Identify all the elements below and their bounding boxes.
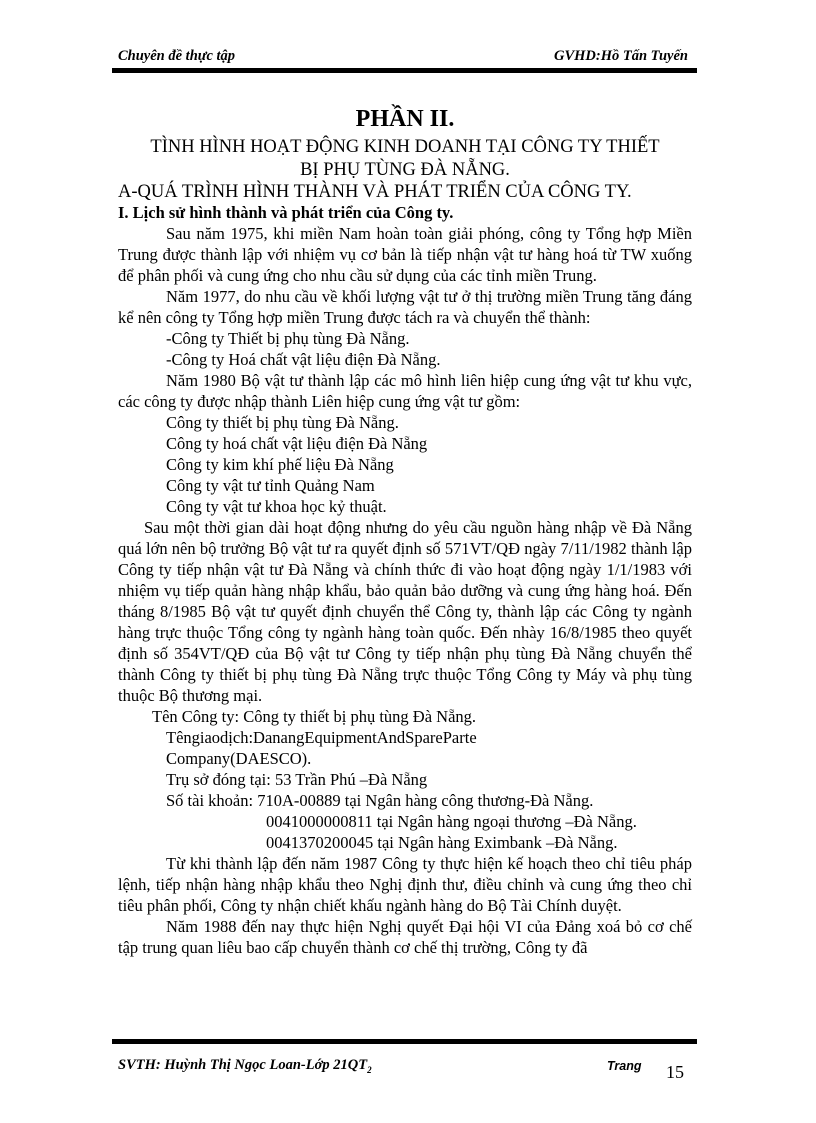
paragraph-2: Năm 1977, do nhu cầu về khối lượng vật tư ở thị trường miền Trung tăng đáng kể nên công ty Tổng hợp miền Trung được tách ra và chuyển thể thành:	[118, 287, 692, 327]
paragraph-5: Từ khi thành lập đến năm 1987 Công ty thực hiện kế hoạch theo chỉ tiêu pháp lệnh, tiếp nhận hàng nhập khẩu theo Nghị định thư, điều chỉnh và cung ứng theo chỉ tiêu phân phối, Công ty nhận chiết khấu ngành hàng do Bộ Tài Chính duyệt.	[118, 854, 692, 915]
header-topic: Chuyên đề thực tập	[118, 48, 236, 64]
part-title: PHẦN II.	[355, 106, 455, 132]
list-item: Công ty vật tư tỉnh Quảng Nam	[166, 476, 375, 495]
paragraph-6: Năm 1988 đến nay thực hiện Nghị quyết Đại hội VI của Đảng xoá bỏ cơ chế tập trung quan liêu bao cấp chuyển thành cơ chế thị trường, Công ty đã	[118, 917, 692, 957]
subsection-heading-1: I. Lịch sử hình thành và phát triển của Công ty.	[118, 203, 454, 222]
company-trade-name-cont: Company(DAESCO).	[166, 749, 312, 768]
company-trade-name: Têngiaodịch:DanangEquipmentAndSpareParte	[166, 728, 477, 747]
page-number: 15	[666, 1062, 684, 1082]
chapter-title-line-1: TÌNH HÌNH HOẠT ĐỘNG KINH DOANH TẠI CÔNG TY THIẾT	[150, 137, 660, 157]
section-heading-a: A-QUÁ TRÌNH HÌNH THÀNH VÀ PHÁT TRIỂN CỦA CÔNG TY.	[118, 182, 632, 202]
page-footer	[118, 1053, 694, 1083]
footer-class-subscript: 2	[367, 1064, 372, 1075]
company-address: Trụ sở đóng tại: 53 Trần Phú –Đà Nẵng	[166, 770, 428, 789]
list-item: -Công ty Hoá chất vật liệu điện Đà Nẵng.	[166, 350, 441, 369]
bank-account: 0041000000811 tại Ngân hàng ngoại thương –Đà Nẵng.	[266, 812, 637, 831]
paragraph-4: Sau một thời gian dài hoạt động nhưng do yêu cầu nguồn hàng nhập về Đà Nẵng quá lớn nên bộ trưởng Bộ vật tư ra quyết định số 571VT/QĐ ngày 7/11/1982 thành lập Công ty tiếp nhận vật tư Đà Nẵng và chính thức đi vào hoạt động ngày 1/1/1983 với nhiệm vụ tiếp quản hàng nhập khẩu, bảo quản bảo dưỡng và cung ứng hàng hoá. Đến tháng 8/1985 Bộ vật tư quyết định chuyển thể Công ty, thành lập các Công ty ngành hàng trực thuộc Tổng công ty ngành hàng toàn quốc. Đến nhày 16/8/1985 theo quyết định số 354VT/QĐ của Bộ vật tư Công ty tiếp nhận phụ tùng Đà Nẵng chuyển thể thành Công ty thiết bị phụ tùng Đà Nẵng trực thuộc Tổng Công ty Máy và phụ tùng thuộc Bộ thương mại.	[118, 518, 692, 705]
bank-account: 0041370200045 tại Ngân hàng Eximbank –Đà Nẵng.	[266, 833, 618, 852]
header-rule	[112, 68, 697, 73]
list-item: Công ty vật tư khoa học kỷ thuật.	[166, 497, 387, 516]
paragraph-1: Sau năm 1975, khi miền Nam hoàn toàn giải phóng, công ty Tổng hợp Miền Trung được thành lập với nhiệm vụ cơ bản là tiếp nhận vật tư hàng hoá từ TW xuống để phân phối và cung ứng cho nhu cầu sử dụng của các tỉnh miền Trung.	[118, 224, 692, 285]
page-body	[118, 104, 692, 958]
list-item: Công ty thiết bị phụ tùng Đà Nẵng.	[166, 413, 399, 432]
page-header	[118, 48, 694, 70]
footer-student: SVTH: Huỳnh Thị Ngọc Loan-Lớp $21QT_2$	[118, 1057, 372, 1075]
list-item: Công ty hoá chất vật liệu điện Đà Nẵng	[166, 434, 428, 453]
chapter-title-line-2: BỊ PHỤ TÙNG ĐÀ NẴNG.	[300, 159, 510, 180]
list-item: -Công ty Thiết bị phụ tùng Đà Nẵng.	[166, 329, 410, 348]
list-item: Công ty kim khí phế liệu Đà Nẵng	[166, 455, 394, 474]
footer-page-label: Trang	[607, 1059, 642, 1073]
company-name: Tên Công ty: Công ty thiết bị phụ tùng Đà Nẵng.	[152, 707, 477, 726]
paragraph-3: Năm 1980 Bộ vật tư thành lập các mô hình liên hiệp cung ứng vật tư khu vực, các công ty được nhập thành Liên hiệp cung ứng vật tư gồm:	[118, 371, 692, 411]
footer-rule	[112, 1039, 697, 1044]
header-advisor: GVHD:Hồ Tấn Tuyến	[554, 48, 688, 64]
bank-account: Số tài khoản: 710A-00889 tại Ngân hàng công thương-Đà Nẵng.	[166, 791, 594, 810]
